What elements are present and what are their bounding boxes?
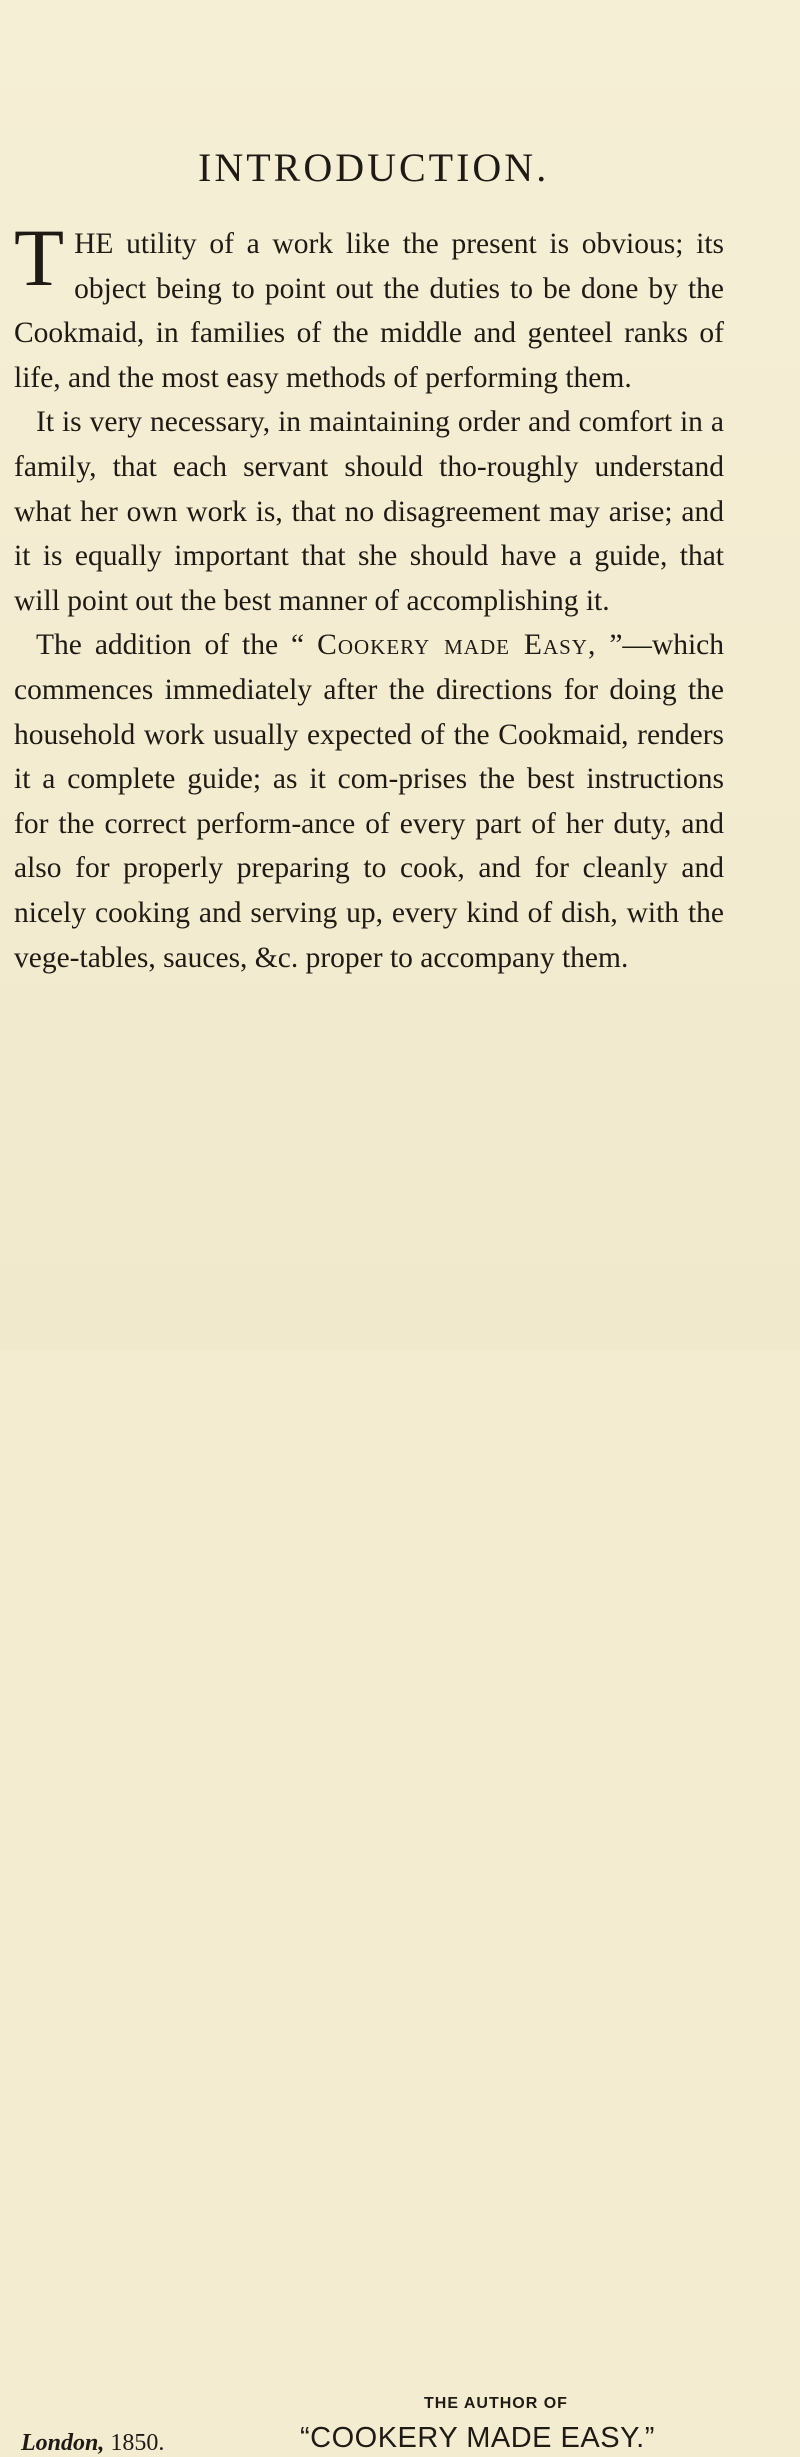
- drop-cap: T: [14, 212, 65, 303]
- paragraph-2: It is very necessary, in maintaining order and comfort in a family, that each servant should tho-roughly understand what her own work is, that no disagreement may arise; and it is equally important that she should have a guide, that will point out the best manner of accomplishing it.: [14, 406, 724, 617]
- signature-block: [0, 1194, 800, 2456]
- book-title: “COOKERY MADE EASY.”: [300, 2422, 655, 2454]
- introduction-text: [14, 212, 725, 980]
- publication-year: 1850.: [110, 2430, 165, 2456]
- paragraph-3-after-title: ”—which commences immediately after the directions for doing the household work usually expected of the Cookmaid, renders it a complete guide; as it com-prises the best instructions for the correct perform-ance of every part of her duty, and also for properly preparing to cook, and for cleanly and nicely cooking and serving up, every kind of dish, with the vege-tables, sauces, &c. proper to accompany them.: [14, 629, 725, 974]
- author-line: THE AUTHOR OF: [424, 2395, 568, 2412]
- paragraph-3-before-title: The addition of the “: [36, 629, 305, 662]
- paragraph-1: [14, 212, 724, 400]
- paragraph-3: [14, 623, 724, 980]
- paragraph-1-text: HE utility of a work like the present is obvious; its object being to point out the duties to be done by the Cookmaid, in families of the middle and genteel ranks of life, and the most easy methods of performing them.: [14, 228, 724, 394]
- paragraph-3-book-title: Cookery made Easy,: [317, 629, 597, 662]
- publication-place-date: [21, 2430, 164, 2457]
- page-title: INTRODUCTION.: [198, 145, 550, 190]
- publication-city: London,: [21, 2430, 105, 2456]
